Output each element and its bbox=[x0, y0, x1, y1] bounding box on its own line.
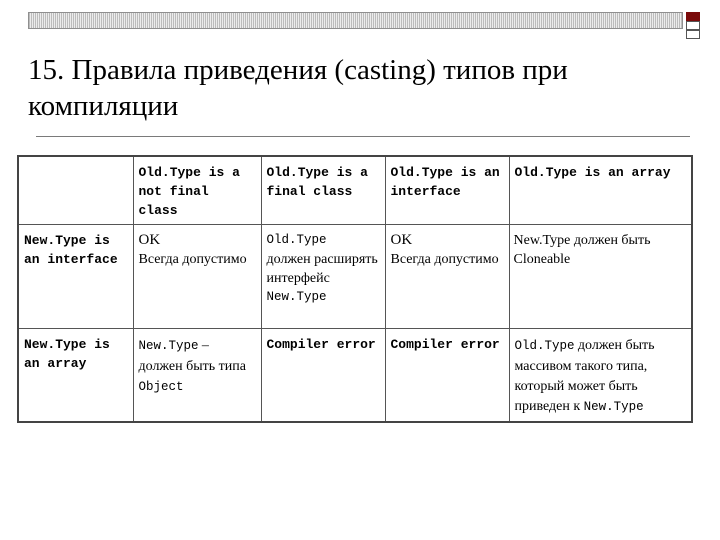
cell-array-not-final bbox=[133, 329, 261, 423]
cell-code: Old.Type bbox=[266, 233, 327, 247]
cell-interface-array: New.Type должен быть Cloneable bbox=[509, 225, 692, 329]
table-row bbox=[18, 329, 692, 423]
cell-array-interface: Compiler error bbox=[385, 329, 509, 423]
cell-ok: OK bbox=[390, 232, 413, 248]
row-label-interface: New.Type is an interface bbox=[18, 225, 133, 329]
cell-array-final: Compiler error bbox=[261, 329, 385, 423]
cell-note: – должен быть типа bbox=[138, 338, 246, 374]
cell-interface-interface bbox=[385, 225, 509, 329]
cell-code: Old.Type bbox=[514, 339, 575, 353]
cell-note: должен расширять интерфейс bbox=[266, 252, 378, 286]
header-array: Old.Type is an array bbox=[509, 156, 692, 225]
cell-note: Всегда допустимо bbox=[390, 252, 499, 267]
cell-note: Всегда допустимо bbox=[138, 252, 247, 267]
slide-title: 15. Правила приведения (casting) типов при компиляции bbox=[28, 54, 568, 122]
header-final-class: Old.Type is a final class bbox=[261, 156, 385, 225]
cell-note: должен быть массивом такого типа, который может быть приведен к bbox=[514, 338, 655, 414]
decorative-header-bar bbox=[28, 12, 683, 29]
square-outline-icon bbox=[686, 30, 700, 39]
cell-ok: OK bbox=[138, 232, 161, 248]
cell-array-array bbox=[509, 329, 692, 423]
decorative-squares bbox=[686, 12, 701, 39]
table-row bbox=[18, 225, 692, 329]
table-header-row bbox=[18, 156, 692, 225]
header-not-final-class: Old.Type is a not final class bbox=[133, 156, 261, 225]
row-label-array: New.Type is an array bbox=[18, 329, 133, 423]
cell-code: New.Type bbox=[583, 400, 644, 414]
title-divider bbox=[36, 136, 690, 137]
cell-code: New.Type bbox=[138, 339, 199, 353]
cell-interface-final bbox=[261, 225, 385, 329]
cell-code: Object bbox=[138, 380, 184, 394]
header-interface: Old.Type is an interface bbox=[385, 156, 509, 225]
cell-interface-not-final bbox=[133, 225, 261, 329]
square-outline-icon bbox=[686, 21, 700, 30]
casting-rules-table bbox=[17, 155, 693, 423]
cell-code: New.Type bbox=[266, 290, 327, 304]
square-filled-icon bbox=[686, 12, 700, 21]
table-corner-cell bbox=[18, 156, 133, 225]
